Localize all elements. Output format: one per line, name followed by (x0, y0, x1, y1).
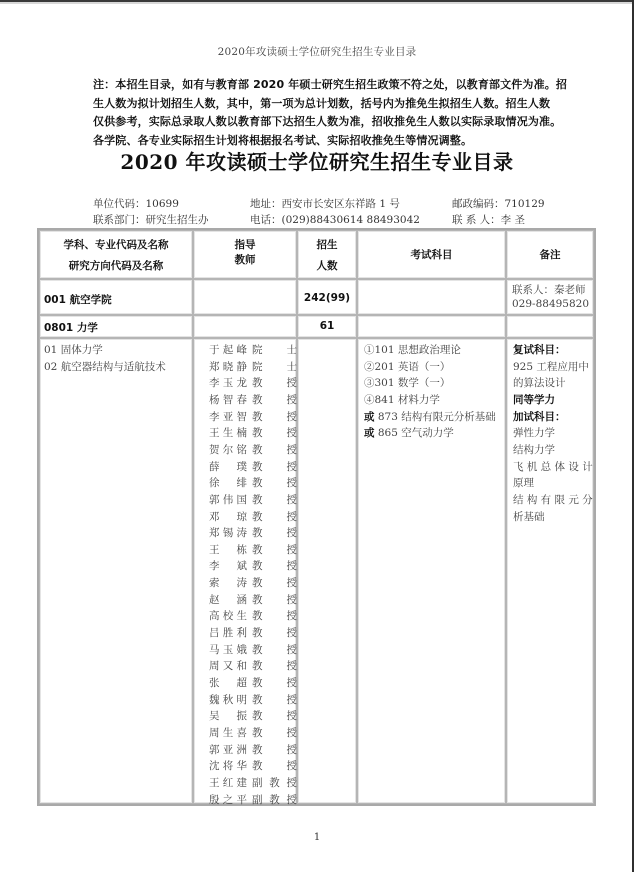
college-phone: 029-88495820 (512, 298, 590, 310)
header-supervisor-line1: 指导 (234, 239, 256, 251)
header-discipline (39, 230, 193, 279)
supervisor-name: 周又和 (209, 660, 247, 673)
remark-line: 弹性力学 (513, 427, 555, 440)
notice-paragraph (93, 76, 568, 151)
college-row-supervisor-cell (193, 279, 297, 315)
major-row-name-cell (39, 315, 193, 338)
contact-department: 联系部门：研究生招生办 (93, 214, 209, 226)
supervisor-entry (209, 675, 297, 690)
header-discipline-line2: 研究方向代码及名称 (68, 260, 164, 272)
header-discipline-line1: 学科、专业代码及名称 (63, 239, 169, 251)
supervisor-entry (209, 425, 297, 440)
supervisor-entry (209, 742, 297, 757)
college-row-exam-cell (357, 279, 506, 315)
supervisor-title: 院 士 (252, 344, 297, 356)
supervisor-name: 索 涛 (209, 577, 247, 590)
supervisors-cell (193, 338, 297, 804)
exam-subject-text: ④841 材料力学 (364, 393, 440, 406)
supervisor-title: 教 授 (252, 610, 297, 623)
remark-line: 结 构 有 限 元 分 (513, 493, 593, 506)
college-row-quota-cell (297, 279, 357, 315)
supervisor-title: 教 授 (252, 560, 297, 573)
supervisor-name: 周生喜 (209, 726, 247, 739)
viewer-top-shadow (0, 2, 634, 4)
header-exam-subjects (357, 230, 506, 279)
supervisor-name: 邓 琼 (209, 510, 247, 523)
supervisor-title: 教 授 (252, 577, 297, 590)
supervisor-title: 教 授 (252, 726, 297, 739)
exam-subject-text: ③301 数学（一） (364, 377, 451, 390)
supervisor-name: 郑晓静 (209, 360, 247, 373)
supervisor-entry (209, 692, 297, 707)
header-remarks-label: 备注 (539, 249, 561, 261)
supervisor-entry (209, 442, 297, 457)
supervisor-name: 郭亚洲 (209, 743, 247, 756)
exam-subject-text: 873 结构有限元分析基础 (374, 410, 496, 423)
remark-line: 925 工程应用中 (513, 360, 589, 373)
supervisor-name: 郭伟国 (209, 493, 247, 506)
supervisor-entry (209, 475, 297, 490)
major-row-remarks-cell (506, 315, 594, 338)
notice-line: 生人数为拟计划招生人数，其中，第一项为总计划数，括号内为推免生拟招生人数。招生人数 (93, 96, 551, 110)
major-row-supervisor-cell (193, 315, 297, 338)
supervisor-entry (209, 509, 297, 524)
remark-heading: 同等学力 (513, 393, 555, 406)
exam-subject (364, 409, 496, 424)
supervisor-entry (209, 342, 297, 357)
remark-line: 原理 (513, 477, 534, 490)
supervisor-title: 教 授 (252, 693, 297, 706)
exam-subject-text: ①101 思想政治理论 (364, 344, 461, 356)
supervisor-entry (209, 375, 297, 390)
supervisor-title: 教 授 (252, 710, 297, 723)
supervisor-name: 王生楠 (209, 427, 247, 440)
remark-heading: 复试科目： (513, 344, 566, 356)
exam-subject-alternative-marker: 或 (364, 427, 375, 440)
supervisor-name: 李亚智 (209, 410, 247, 423)
supervisor-entry (209, 758, 297, 773)
remark-line: 的算法设计 (513, 377, 566, 390)
supervisor-title: 副教授 (252, 776, 297, 789)
contact-person: 联 系 人：李 圣 (452, 214, 526, 226)
exam-subject-alternative-marker: 或 (364, 410, 375, 423)
supervisor-title: 教 授 (252, 427, 297, 440)
supervisor-entry (209, 492, 297, 507)
supervisor-entry (209, 642, 297, 657)
supervisor-name: 高校生 (209, 610, 247, 623)
supervisor-entry (209, 525, 297, 540)
supervisor-entry (209, 558, 297, 573)
supervisor-title: 教 授 (252, 760, 297, 773)
supervisor-title: 教 授 (252, 593, 297, 606)
supervisor-title: 教 授 (252, 410, 297, 423)
supervisor-title: 教 授 (252, 543, 297, 556)
exam-subject (364, 359, 450, 374)
supervisor-entry (209, 592, 297, 607)
supervisor-name: 马玉娥 (209, 643, 247, 656)
major-row-quota-cell (297, 315, 357, 338)
major-name: 0801 力学 (44, 322, 98, 334)
unit-code: 单位代码：10699 (93, 198, 179, 210)
exam-subject (364, 375, 450, 390)
supervisor-title: 教 授 (252, 460, 297, 473)
supervisor-name: 沈将华 (209, 760, 247, 773)
supervisor-title: 教 授 (252, 627, 297, 640)
supervisor-title: 院 士 (252, 360, 297, 373)
supervisor-name: 贺尔铭 (209, 443, 247, 456)
header-remarks (506, 230, 594, 279)
supervisor-title: 教 授 (252, 677, 297, 689)
running-header: 2020年攻读硕士学位研究生招生专业目录 (217, 46, 417, 58)
supervisor-name: 赵 涵 (209, 593, 247, 606)
supervisor-entry (209, 359, 297, 374)
supervisor-title: 教 授 (252, 477, 297, 490)
header-supervisor (193, 230, 297, 279)
supervisor-entry (209, 542, 297, 557)
supervisor-title: 教 授 (252, 493, 297, 506)
body-quota-cell (297, 338, 357, 804)
college-row-remarks-cell (506, 279, 594, 315)
supervisor-name: 魏秋明 (209, 693, 247, 706)
page-number: 1 (313, 832, 321, 843)
supervisor-name: 殷之平 (209, 793, 247, 806)
supervisor-name: 李 斌 (209, 560, 247, 573)
major-quota: 61 (319, 320, 335, 332)
header-exam-subjects-label: 考试科目 (410, 249, 453, 261)
supervisor-entry (209, 725, 297, 740)
remark-heading: 加试科目： (513, 410, 566, 423)
supervisor-entry (209, 459, 297, 474)
supervisor-name: 李玉龙 (209, 377, 247, 390)
supervisor-title: 教 授 (252, 643, 297, 656)
major-row-exam-cell (357, 315, 506, 338)
exam-subject (364, 392, 440, 407)
notice-line: 各学院、各专业实际招生计划将根据报名考试、实际招收推免生等情况调整。 (93, 134, 473, 148)
header-supervisor-line2: 教师 (234, 254, 256, 266)
supervisor-entry (209, 792, 297, 807)
document-title: 2020 年攻读硕士学位研究生招生专业目录 (120, 150, 514, 174)
exam-subject (364, 425, 454, 440)
header-quota (297, 230, 357, 279)
phone: 电话：(029)88430614 88493042 (250, 214, 420, 226)
notice-line: 仅供参考，实际总录取人数以教育部下达招生人数为准，招收推免生人数以实际录取情况为准。 (93, 115, 562, 129)
supervisor-title: 教 授 (252, 393, 297, 406)
notice-line: 注：本招生目录，如有与教育部 2020 年硕士研究生招生政策不符之处，以教育部文件为准。招 (93, 78, 568, 91)
supervisor-title: 教 授 (252, 510, 297, 523)
remark-line: 飞 机 总 体 设 计 (513, 460, 593, 473)
supervisor-name: 杨智春 (209, 393, 247, 406)
supervisor-name: 王 栋 (209, 543, 247, 556)
supervisor-name: 徐 绯 (209, 477, 247, 490)
direction-item: 02 航空器结构与适航技术 (44, 360, 166, 373)
supervisor-name: 郑锡涛 (209, 527, 247, 540)
supervisor-entry (209, 409, 297, 424)
college-quota: 242(99) (303, 292, 351, 304)
supervisor-entry (209, 392, 297, 407)
header-quota-line2: 人数 (316, 260, 338, 272)
college-contact: 联系人：秦老师 (512, 284, 586, 296)
supervisor-name: 吕胜利 (209, 627, 247, 640)
supervisor-name: 薛 璞 (209, 460, 247, 473)
direction-item: 01 固体力学 (44, 344, 103, 356)
supervisor-entry (209, 575, 297, 590)
supervisor-name: 于起峰 (209, 344, 247, 356)
postcode: 邮政编码：710129 (452, 198, 545, 210)
supervisor-entry (209, 708, 297, 723)
college-row-name-cell (39, 279, 193, 315)
remark-line: 析基础 (513, 510, 545, 523)
supervisor-name: 吴 振 (209, 710, 247, 723)
supervisor-name: 张 超 (209, 677, 247, 689)
supervisor-name: 王红建 (209, 776, 247, 789)
college-name: 001 航空学院 (44, 294, 112, 306)
header-quota-line1: 招生 (316, 239, 338, 251)
exam-subjects-cell (357, 338, 506, 804)
supervisor-entry (209, 775, 297, 790)
supervisor-title: 教 授 (252, 377, 297, 390)
supervisor-entry (209, 608, 297, 623)
supervisor-title: 教 授 (252, 660, 297, 673)
supervisor-title: 副教授 (252, 793, 297, 806)
supervisor-title: 教 授 (252, 743, 297, 756)
directions-cell (39, 338, 193, 804)
catalog-table (37, 228, 596, 806)
exam-subject (364, 342, 461, 357)
remarks-cell (506, 338, 594, 804)
supervisor-title: 教 授 (252, 527, 297, 540)
exam-subject-text: ②201 英语（一） (364, 360, 451, 373)
supervisor-entry (209, 658, 297, 673)
supervisor-entry (209, 625, 297, 640)
address: 地址：西安市长安区东祥路 1 号 (250, 198, 400, 210)
supervisor-title: 教 授 (252, 443, 297, 456)
exam-subject-text: 865 空气动力学 (374, 427, 454, 440)
remark-line: 结构力学 (513, 443, 555, 456)
